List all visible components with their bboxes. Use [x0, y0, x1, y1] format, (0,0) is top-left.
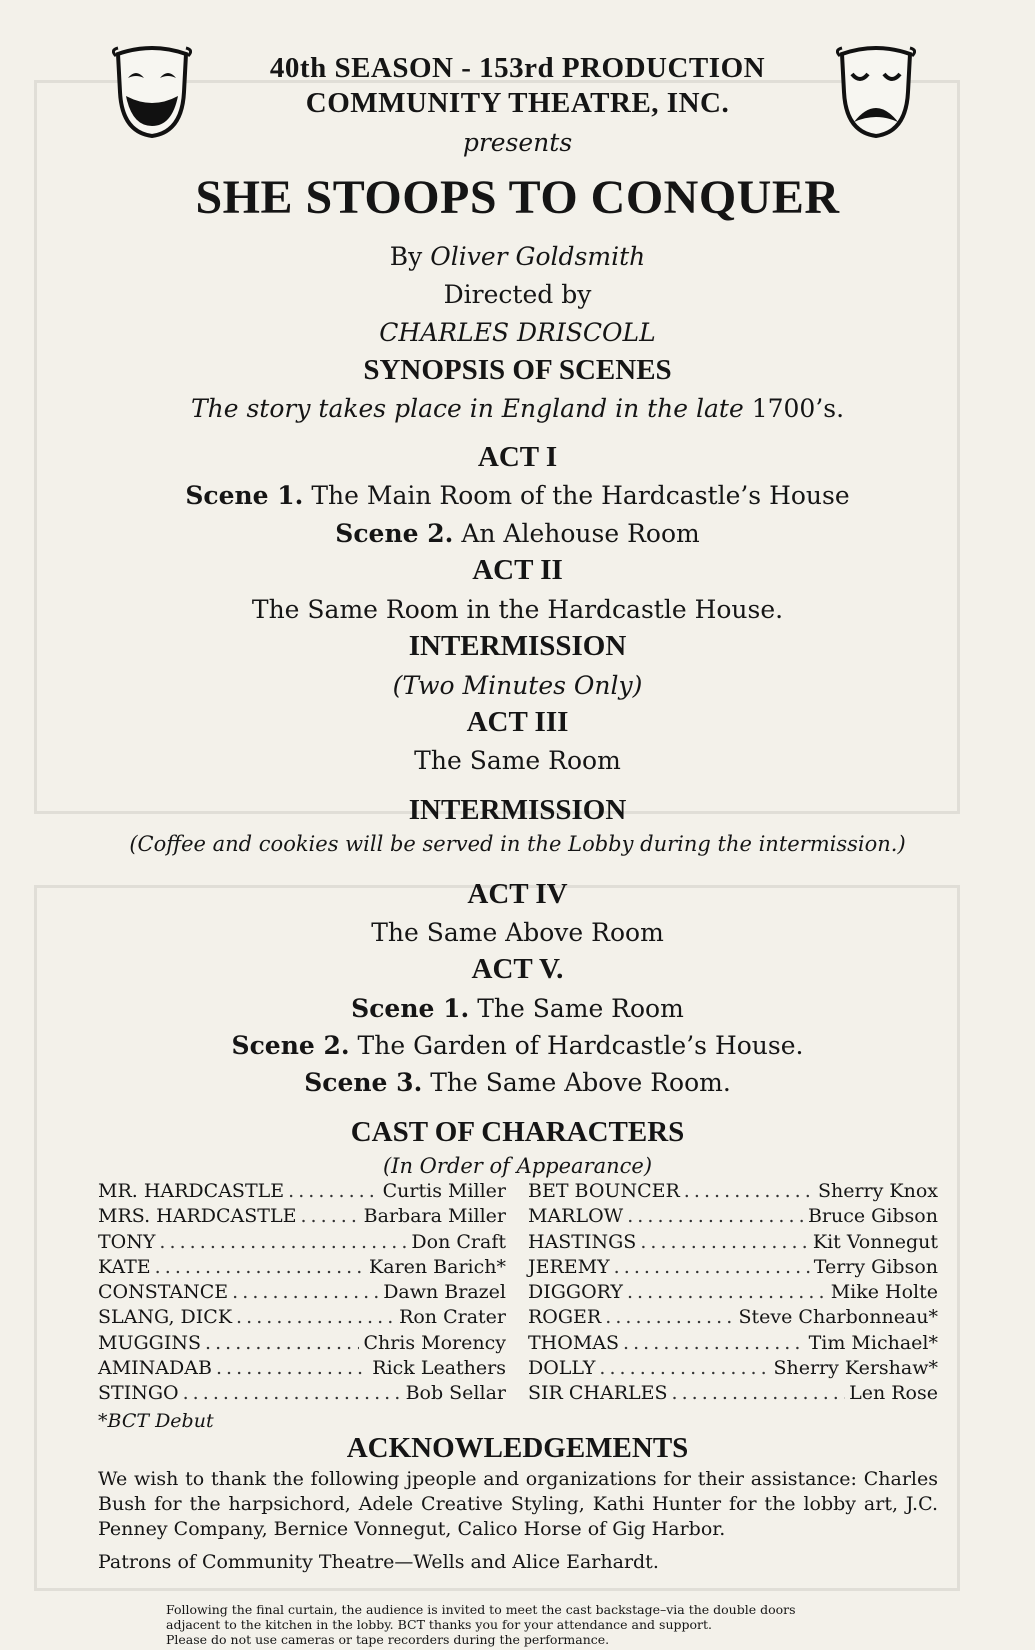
cast-row — [98, 1357, 506, 1382]
role-name: MUGGINS — [98, 1331, 201, 1354]
act-1-scene-1 — [0, 481, 1035, 510]
role-name: JEREMY — [528, 1255, 610, 1278]
actor-name: Sherry Knox — [817, 1180, 938, 1202]
act-4-heading: ACT IV — [467, 878, 568, 910]
cast-row — [528, 1180, 938, 1205]
leader-dots — [159, 1231, 407, 1253]
cast-row — [528, 1357, 938, 1382]
actor-name: Barbara Miller — [363, 1205, 506, 1228]
cast-row — [528, 1281, 938, 1306]
cast-row — [98, 1205, 506, 1230]
role-name: KATE — [98, 1255, 151, 1278]
leader-dots — [684, 1180, 814, 1202]
role-name: THOMAS — [528, 1331, 620, 1354]
act-1-scene-2 — [0, 519, 1035, 548]
intermission-1-note: (Two Minutes Only) — [392, 671, 643, 700]
acknowledgements-body: We wish to thank the following jpeople and organizations for their assistance: Charles Bush for the harpsichord, Adele Creative Styling, Kathi Hunter for the lobby art, J.C. Penney Company, Bernice Vonnegut, Calico Horse of Gig Harbor. — [98, 1468, 938, 1540]
actor-name: Terry Gibson — [813, 1255, 938, 1278]
role-name: SIR CHARLES — [528, 1382, 668, 1405]
leader-dots — [236, 1306, 395, 1328]
leader-dots — [605, 1306, 734, 1328]
act-3-heading: ACT III — [466, 706, 569, 738]
cast-list-left — [98, 1180, 506, 1408]
patrons-line: Patrons of Community Theatre—Wells and Alice Earhardt. — [98, 1551, 659, 1573]
role-name: MARLOW — [528, 1205, 624, 1228]
leader-dots — [288, 1180, 379, 1202]
actor-name: Steve Charbonneau* — [738, 1306, 938, 1329]
scene-label: Scene 3. — [304, 1068, 423, 1097]
company-name: COMMUNITY THEATRE, INC. — [305, 87, 730, 119]
leader-dots — [672, 1382, 846, 1404]
cast-list-right — [528, 1180, 938, 1408]
role-name: SLANG, DICK — [98, 1306, 233, 1329]
actor-name: Kit Vonnegut — [812, 1230, 938, 1253]
cast-row — [528, 1382, 938, 1407]
leader-dots — [599, 1357, 769, 1379]
setting-text: The story takes place in England in the late — [190, 394, 744, 423]
scene-text: An Alehouse Room — [461, 519, 700, 548]
cast-row — [528, 1306, 938, 1331]
cast-row — [98, 1180, 506, 1205]
act-5-heading: ACT V. — [471, 953, 564, 985]
leader-dots — [183, 1382, 402, 1404]
cast-heading: CAST OF CHARACTERS — [350, 1116, 685, 1148]
cast-row — [528, 1205, 938, 1230]
scene-text: The Main Room of the Hardcastle’s House — [311, 481, 850, 510]
actor-name: Chris Morency — [363, 1331, 506, 1354]
director-name: CHARLES DRISCOLL — [379, 318, 656, 347]
act-3-setting: The Same Room — [414, 746, 621, 775]
setting-line — [0, 394, 1035, 423]
leader-dots — [232, 1281, 379, 1303]
actor-name: Len Rose — [849, 1382, 938, 1405]
scene-text: The Same Room — [477, 994, 684, 1023]
scene-label: Scene 1. — [351, 994, 470, 1023]
actor-name: Sherry Kershaw* — [773, 1357, 938, 1380]
by-prefix: By — [389, 242, 423, 271]
act-5-scene-2 — [0, 1031, 1035, 1060]
presents-label: presents — [462, 128, 573, 157]
footer-line-1: Following the final curtain, the audience is invited to meet the cast backstage–via the double doors — [166, 1602, 796, 1617]
leader-dots — [614, 1256, 810, 1278]
role-name: TONY — [98, 1230, 156, 1253]
scene-text: The Same Above Room. — [430, 1068, 731, 1097]
actor-name: Tim Michael* — [808, 1331, 938, 1354]
cast-row — [528, 1332, 938, 1357]
author-name: Oliver Goldsmith — [430, 242, 646, 271]
cast-row — [98, 1256, 506, 1281]
role-name: CONSTANCE — [98, 1281, 229, 1304]
actor-name: Dawn Brazel — [383, 1281, 506, 1304]
role-name: DOLLY — [528, 1357, 596, 1380]
scene-text: The Garden of Hardcastle’s House. — [357, 1031, 804, 1060]
leader-dots — [216, 1357, 368, 1379]
scene-label: Scene 2. — [335, 519, 454, 548]
role-name: ROGER — [528, 1306, 602, 1329]
act-4-setting: The Same Above Room — [371, 918, 664, 947]
setting-year: 1700’s. — [751, 394, 845, 423]
actor-name: Don Craft — [411, 1230, 506, 1253]
actor-name: Karen Barich* — [369, 1255, 506, 1278]
act-5-scene-3 — [0, 1068, 1035, 1097]
season-line: 40th SEASON - 153rd PRODUCTION — [269, 52, 766, 84]
role-name: DIGGORY — [528, 1281, 623, 1304]
actor-name: Mike Holte — [830, 1281, 938, 1304]
leader-dots — [627, 1281, 827, 1303]
leader-dots — [627, 1205, 804, 1227]
act-2-heading: ACT II — [472, 554, 563, 586]
cast-row — [528, 1256, 938, 1281]
intermission-1-heading: INTERMISSION — [408, 630, 627, 662]
actor-name: Curtis Miller — [382, 1180, 506, 1202]
footer-line-3: Please do not use cameras or tape recorders during the performance. — [166, 1632, 610, 1647]
role-name: BET BOUNCER — [528, 1180, 680, 1202]
leader-dots — [205, 1332, 359, 1354]
leader-dots — [623, 1332, 805, 1354]
role-name: AMINADAB — [98, 1357, 212, 1380]
cast-row — [528, 1231, 938, 1256]
debut-footnote: *BCT Debut — [98, 1410, 214, 1432]
act-5-scene-1 — [0, 994, 1035, 1023]
role-name: MR. HARDCASTLE — [98, 1180, 285, 1202]
role-name: STINGO — [98, 1382, 179, 1405]
actor-name: Rick Leathers — [372, 1357, 506, 1380]
synopsis-heading: SYNOPSIS OF SCENES — [363, 354, 672, 386]
cast-subheading: (In Order of Appearance) — [382, 1154, 653, 1178]
cast-row — [98, 1382, 506, 1407]
actor-name: Ron Crater — [399, 1306, 506, 1329]
play-title: SHE STOOPS TO CONQUER — [195, 171, 840, 224]
footer-note — [166, 1602, 866, 1647]
author-line — [0, 242, 1035, 271]
acknowledgements-heading: ACKNOWLEDGEMENTS — [346, 1432, 689, 1464]
role-name: MRS. HARDCASTLE — [98, 1205, 297, 1228]
act-2-setting: The Same Room in the Hardcastle House. — [251, 595, 784, 624]
directed-by-label: Directed by — [443, 280, 592, 309]
actor-name: Bob Sellar — [405, 1382, 506, 1405]
cast-row — [98, 1231, 506, 1256]
scene-label: Scene 1. — [185, 481, 304, 510]
leader-dots — [640, 1231, 809, 1253]
act-1-heading: ACT I — [477, 441, 558, 473]
cast-row — [98, 1332, 506, 1357]
leader-dots — [300, 1205, 359, 1227]
cast-row — [98, 1281, 506, 1306]
intermission-2-note: (Coffee and cookies will be served in the Lobby during the intermission.) — [129, 832, 906, 856]
cast-row — [98, 1306, 506, 1331]
leader-dots — [155, 1256, 365, 1278]
actor-name: Bruce Gibson — [807, 1205, 938, 1228]
scene-label: Scene 2. — [231, 1031, 350, 1060]
role-name: HASTINGS — [528, 1230, 637, 1253]
footer-line-2: adjacent to the kitchen in the lobby. BCT thanks you for your attendance and support. — [166, 1617, 713, 1632]
intermission-2-heading: INTERMISSION — [408, 794, 627, 826]
